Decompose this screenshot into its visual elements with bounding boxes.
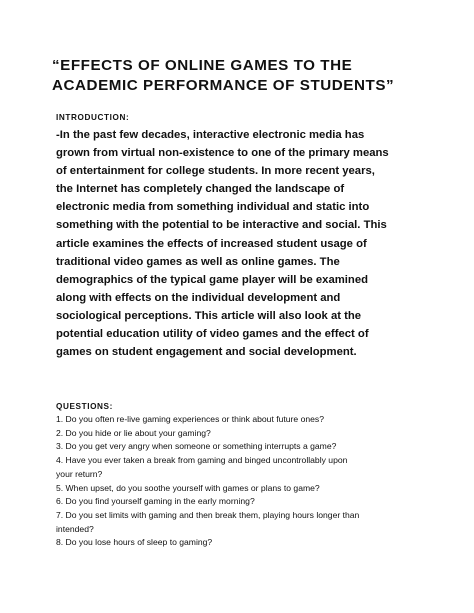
question-item — [56, 413, 461, 427]
paragraph-line: along with effects on the individual development and — [56, 291, 341, 304]
question-line: 4. Have you ever taken a break from gaming and binged uncontrollably upon — [56, 455, 348, 466]
paragraph-line: games on student engagement and social development. — [56, 346, 357, 359]
paragraph-line: -In the past few decades, interactive electronic media has — [56, 129, 365, 141]
question-line: 1. Do you often re-live gaming experiences or think about future ones? — [56, 414, 324, 424]
question-item — [56, 454, 461, 481]
introduction-paragraph — [56, 126, 456, 361]
paragraph-line: sociological perceptions. This article will also look at the — [56, 309, 362, 322]
question-line: 5. When upset, do you soothe yourself with games or plans to game? — [56, 482, 320, 493]
question-item — [56, 427, 461, 441]
question-line: 7. Do you set limits with gaming and then break them, playing hours longer than — [56, 509, 360, 520]
paragraph-line: something with the potential to be interactive and social. This — [56, 219, 387, 232]
paragraph-line: electronic media from something individual and static into — [56, 201, 370, 214]
question-item — [56, 509, 461, 536]
introduction-heading: INTRODUCTION: — [56, 113, 130, 122]
question-line: 2. Do you hide or lie about your gaming? — [56, 427, 211, 438]
paragraph-line: demographics of the typical game player will be examined — [56, 273, 369, 286]
question-line: 6. Do you find yourself gaming in the early morning? — [56, 496, 255, 507]
question-line: 3. Do you get very angry when someone or something interrupts a game? — [56, 441, 337, 452]
question-item — [56, 482, 461, 496]
title-line: ACADEMIC PERFORMANCE OF STUDENTS” — [52, 77, 395, 94]
question-line: your return? — [56, 468, 103, 479]
question-item — [56, 536, 461, 550]
question-item — [56, 495, 461, 509]
paragraph-line: the Internet has completely changed the landscape of — [56, 183, 345, 196]
question-item — [56, 440, 461, 454]
question-line: 8. Do you lose hours of sleep to gaming? — [56, 537, 213, 548]
questions-heading: QUESTIONS: — [56, 402, 113, 411]
questions-list — [56, 413, 461, 550]
question-line: intended? — [56, 523, 94, 534]
paragraph-line: article examines the effects of increased student usage of — [56, 237, 367, 250]
paragraph-line: traditional video games as well as online games. The — [56, 255, 340, 268]
paragraph-line: of entertainment for college students. In more recent years, — [56, 165, 375, 178]
paragraph-line: grown from virtual non-existence to one of the primary means — [56, 147, 389, 160]
title-line: “EFFECTS OF ONLINE GAMES TO THE — [52, 57, 353, 74]
document-title — [52, 56, 452, 96]
paragraph-line: potential education utility of video games and the effect of — [56, 328, 369, 341]
